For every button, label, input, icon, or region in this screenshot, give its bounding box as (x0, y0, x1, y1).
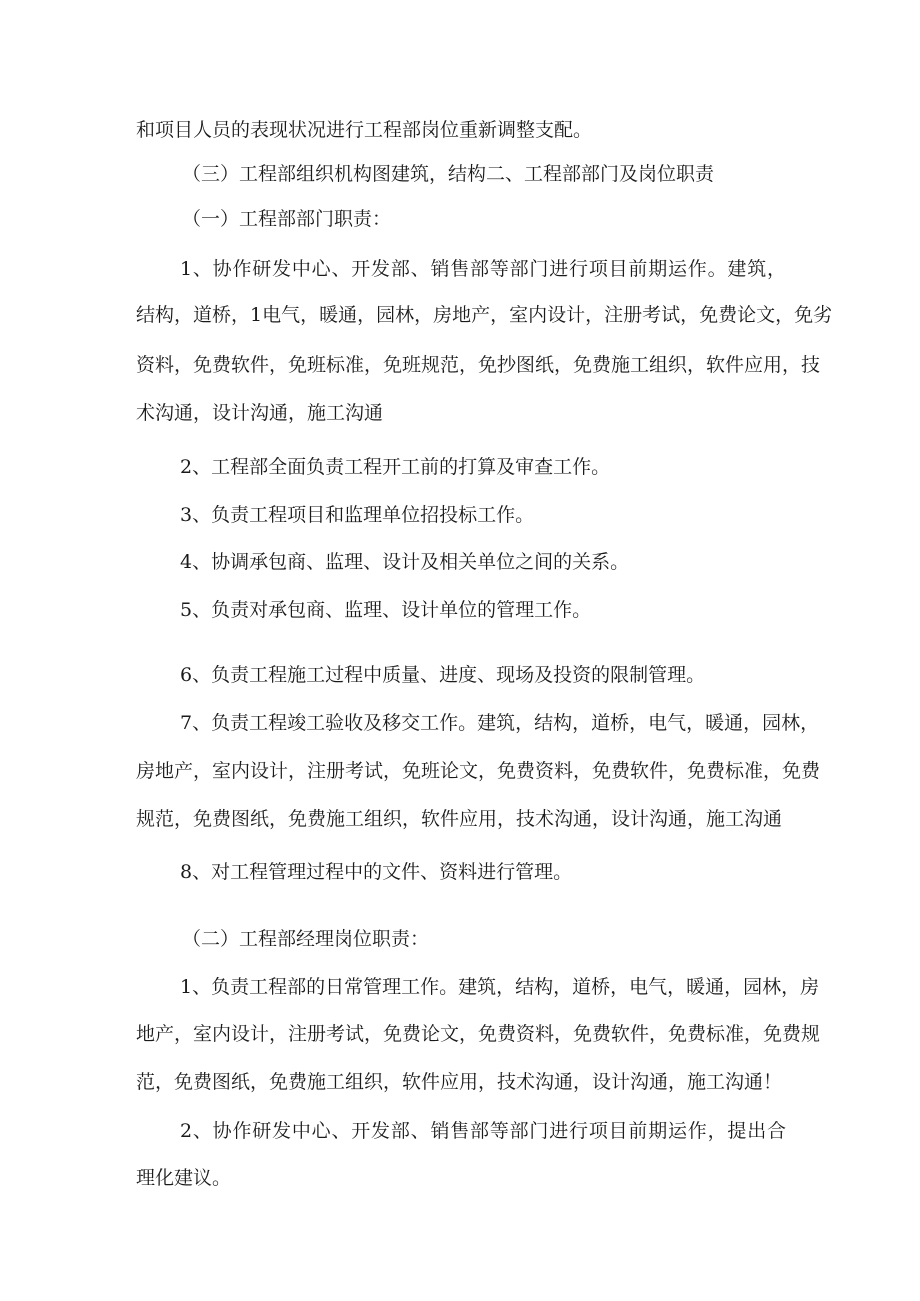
list-item-6: 6、负责工程施工过程中质量、进度、现场及投资的限制管理。 (180, 664, 706, 686)
list-item-1-line-1: 1、协作研发中心、开发部、销售部等部门进行项目前期运作。建筑， (180, 258, 786, 280)
list-item-1-line-2: 结构，道桥，1电气，暖通，园林，房地产，室内设计，注册考试，免费论文，免劣 (136, 304, 833, 326)
duty-item-1-line-1: 1、负责工程部的日常管理工作。建筑，结构，道桥，电气，暖通，园林，房 (180, 976, 820, 998)
list-item-1-line-4: 术沟通，设计沟通，施工沟通 (136, 402, 384, 424)
paragraph-line: 和项目人员的表现状况进行工程部岗位重新调整支配。 (136, 119, 593, 141)
subsection-heading: （一）工程部部门职责： (182, 208, 392, 230)
section-heading: （三）工程部组织机构图建筑，结构二、工程部部门及岗位职责 (182, 163, 715, 185)
subsection-heading: （二）工程部经理岗位职责： (182, 928, 430, 950)
duty-item-2-line-2: 理化建议。 (136, 1167, 232, 1189)
duty-item-1-line-2: 地产，室内设计，注册考试，免费论文，免费资料，免费软件，免费标准，免费规 (136, 1023, 821, 1045)
list-item-3: 3、负责工程项目和监理单位招投标工作。 (180, 504, 535, 526)
list-item-2: 2、工程部全面负责工程开工前的打算及审查工作。 (180, 456, 611, 478)
list-item-4: 4、协调承包商、监理、设计及相关单位之间的关系。 (180, 551, 630, 573)
list-item-7-line-3: 规范，免费图纸，免费施工组织，软件应用，技术沟通，设计沟通，施工沟通 (136, 808, 783, 830)
list-item-7-line-1: 7、负责工程竣工验收及移交工作。建筑，结构，道桥，电气，暖通，园林， (180, 712, 820, 734)
list-item-1-line-3: 资料，免费软件，免班标准，免班规范，免抄图纸，免费施工组织，软件应用，技 (136, 354, 821, 376)
list-item-7-line-2: 房地产，室内设计，注册考试，免班论文，免费资料，免费软件，免费标准，免费 (136, 760, 821, 782)
list-item-5: 5、负责对承包商、监理、设计单位的管理工作。 (180, 599, 592, 621)
duty-item-2-line-1: 2、协作研发中心、开发部、销售部等部门进行项目前期运作，提出合 (180, 1120, 786, 1142)
list-item-8: 8、对工程管理过程中的文件、资料进行管理。 (180, 861, 573, 883)
duty-item-1-line-3: 范，免费图纸，免费施工组织，软件应用，技术沟通，设计沟通，施工沟通！ (136, 1071, 783, 1093)
